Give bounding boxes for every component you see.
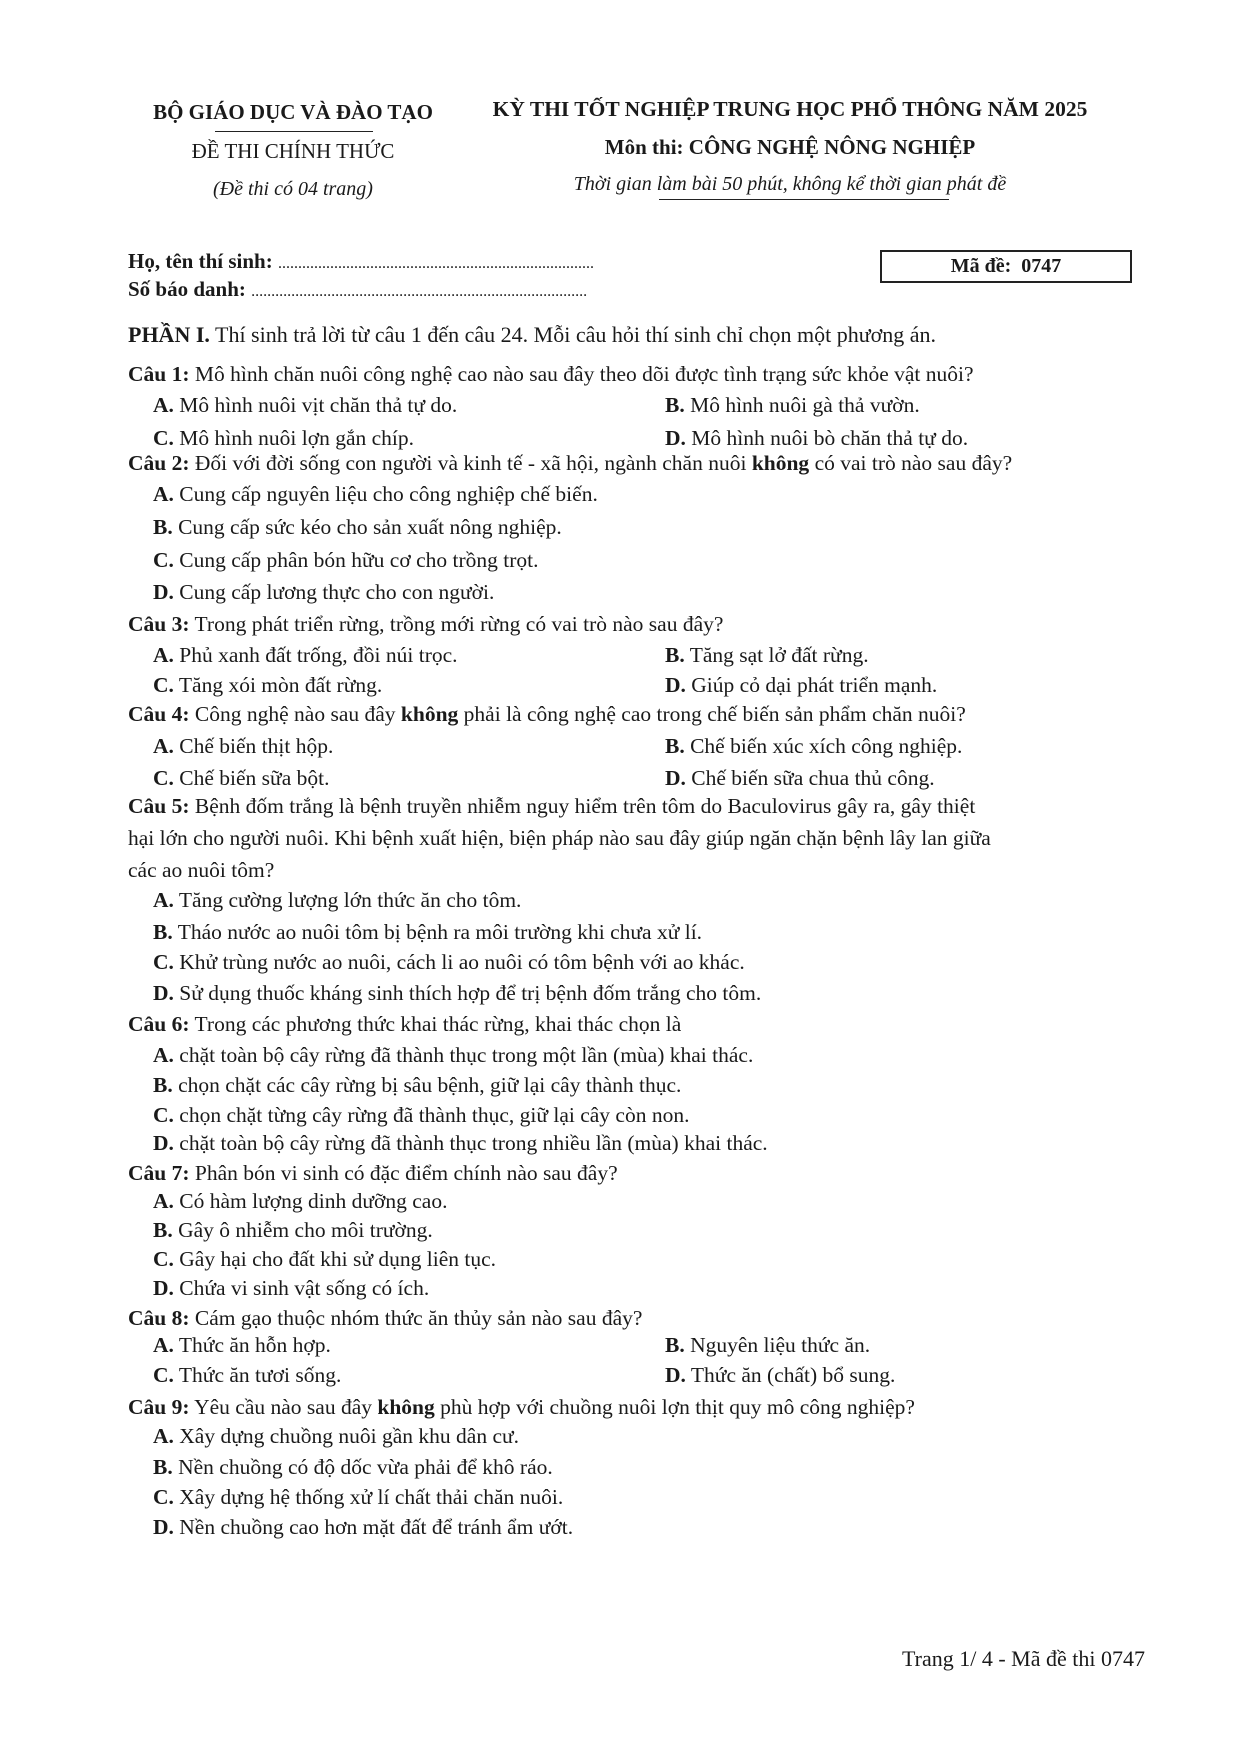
option-letter: C.	[153, 426, 174, 450]
option-letter: C.	[153, 673, 174, 697]
option-letter: D.	[665, 426, 686, 450]
page-footer: Trang 1/ 4 - Mã đề thi 0747	[901, 1646, 1145, 1671]
option-text: Khử trùng nước ao nuôi, cách li ao nuôi có tôm bệnh với ao khác.	[179, 950, 745, 974]
subject-label: Môn thi:	[604, 135, 684, 159]
option-letter: B.	[665, 643, 685, 667]
option-letter: C.	[153, 950, 174, 974]
option-text: Gây ô nhiễm cho môi trường.	[178, 1218, 433, 1242]
part-title: PHẦN I.	[128, 322, 210, 347]
answer-option	[153, 1333, 331, 1358]
option-text: Nguyên liệu thức ăn.	[690, 1333, 871, 1357]
answer-option	[153, 1247, 496, 1272]
subject-name: CÔNG NGHỆ NÔNG NGHIỆP	[688, 135, 976, 159]
candidate-name-dots: ...............................................................................	[277, 255, 594, 272]
option-text: Mô hình nuôi gà thả vườn.	[690, 393, 920, 417]
question-number: Câu 8:	[128, 1306, 190, 1330]
answer-option	[153, 1043, 753, 1068]
option-letter: D.	[665, 673, 686, 697]
option-text: Chế biến xúc xích công nghiệp.	[690, 734, 963, 758]
answer-option	[665, 673, 937, 698]
option-text: Gây hại cho đất khi sử dụng liên tục.	[179, 1247, 497, 1271]
answer-option	[153, 1363, 341, 1388]
answer-option	[665, 643, 869, 668]
answer-option	[153, 888, 521, 913]
question-number: Câu 9:	[128, 1395, 190, 1419]
question-text: Cám gạo thuộc nhóm thức ăn thủy sản nào sau đây?	[194, 1306, 643, 1330]
option-letter: D.	[153, 1276, 174, 1300]
answer-option	[153, 1485, 563, 1510]
option-letter: B.	[153, 920, 173, 944]
answer-option	[153, 673, 382, 698]
option-letter: C.	[153, 766, 174, 790]
option-text: Thức ăn hỗn hợp.	[178, 1333, 331, 1357]
answer-option	[153, 482, 598, 507]
question-stem	[128, 700, 966, 729]
answer-option	[153, 1276, 429, 1301]
option-letter: A.	[153, 1424, 174, 1448]
exam-code-label: Mã đề:	[950, 255, 1012, 277]
option-text: chọn chặt các cây rừng bị sâu bệnh, giữ lại cây thành thục.	[178, 1073, 682, 1097]
answer-option	[153, 1515, 573, 1540]
option-letter: B.	[153, 1455, 173, 1479]
question-text: Trong các phương thức khai thác rừng, khai thác chọn là	[194, 1012, 682, 1036]
option-letter: A.	[153, 1333, 174, 1357]
option-text: Nền chuồng có độ dốc vừa phải để khô ráo.	[178, 1455, 553, 1479]
option-text: Cung cấp nguyên liệu cho công nghiệp chế biến.	[179, 482, 598, 506]
question-text: Công nghệ nào sau đây	[194, 702, 396, 726]
question-text-continued: các ao nuôi tôm?	[128, 858, 275, 882]
question-text-tail: phù hợp với chuồng nuôi lợn thịt quy mô công nghiệp?	[440, 1395, 915, 1419]
option-letter: A.	[153, 643, 174, 667]
answer-option	[153, 981, 761, 1006]
option-text: Mô hình nuôi bò chăn thả tự do.	[691, 426, 969, 450]
option-text: chặt toàn bộ cây rừng đã thành thục trong nhiều lần (mùa) khai thác.	[179, 1131, 768, 1155]
question-emphasis: không	[400, 702, 459, 726]
answer-option	[153, 920, 702, 945]
option-letter: C.	[153, 1363, 174, 1387]
question-text: Yêu cầu nào sau đây	[194, 1395, 373, 1419]
option-text: Tăng xói mòn đất rừng.	[178, 673, 383, 697]
exam-code-box	[880, 250, 1132, 283]
option-text: Thức ăn (chất) bổ sung.	[690, 1363, 896, 1387]
option-letter: D.	[153, 1515, 174, 1539]
question-text: Đối với đời sống con người và kinh tế - xã hội, ngành chăn nuôi	[194, 451, 747, 475]
answer-option	[153, 1189, 447, 1214]
answer-option	[665, 1363, 895, 1388]
option-letter: D.	[153, 1131, 174, 1155]
option-text: Chế biến sữa bột.	[179, 766, 330, 790]
answer-option	[153, 1218, 433, 1243]
option-text: Giúp cỏ dại phát triển mạnh.	[691, 673, 938, 697]
answer-option	[153, 1424, 519, 1449]
answer-option	[153, 580, 494, 605]
question-number: Câu 5:	[128, 794, 190, 818]
option-text: Nền chuồng cao hơn mặt đất để tránh ẩm ướt.	[179, 1515, 574, 1539]
question-number: Câu 6:	[128, 1012, 190, 1036]
option-letter: D.	[153, 580, 174, 604]
option-letter: A.	[153, 734, 174, 758]
question-text: Phân bón vi sinh có đặc điểm chính nào sau đây?	[194, 1161, 618, 1185]
option-letter: A.	[153, 393, 174, 417]
option-letter: B.	[153, 1218, 173, 1242]
exam-title: KỲ THI TỐT NGHIỆP TRUNG HỌC PHỔ THÔNG NĂM 2025	[492, 97, 1088, 121]
option-letter: A.	[153, 482, 174, 506]
exam-code-value: 0747	[1021, 255, 1062, 277]
question-stem	[128, 1393, 915, 1422]
answer-option	[153, 1455, 553, 1480]
option-letter: B.	[665, 1333, 685, 1357]
option-letter: B.	[665, 393, 685, 417]
answer-option	[665, 1333, 870, 1358]
option-text: Cung cấp sức kéo cho sản xuất nông nghiệp.	[178, 515, 562, 539]
answer-option	[665, 766, 935, 791]
option-letter: C.	[153, 1103, 174, 1127]
option-text: chọn chặt từng cây rừng đã thành thục, giữ lại cây còn non.	[179, 1103, 690, 1127]
option-text: chặt toàn bộ cây rừng đã thành thục trong một lần (mùa) khai thác.	[179, 1043, 754, 1067]
ministry-name: BỘ GIÁO DỤC VÀ ĐÀO TẠO	[153, 100, 433, 124]
answer-option	[153, 643, 458, 668]
answer-option	[665, 393, 920, 418]
option-letter: C.	[153, 1247, 174, 1271]
option-letter: D.	[665, 1363, 686, 1387]
candidate-id-label: Số báo danh:	[128, 277, 246, 301]
question-stem	[128, 1010, 681, 1039]
pages-note: (Đề thi có 04 trang)	[213, 178, 373, 200]
answer-option	[153, 950, 745, 975]
option-letter: C.	[153, 1485, 174, 1509]
answer-option	[153, 1073, 681, 1098]
time-underline	[659, 199, 949, 200]
subject-line	[460, 135, 1120, 160]
option-text: Tăng sạt lở đất rừng.	[689, 643, 869, 667]
option-letter: D.	[153, 981, 174, 1005]
question-number: Câu 7:	[128, 1161, 190, 1185]
option-text: Mô hình nuôi lợn gắn chíp.	[179, 426, 414, 450]
option-text: Chế biến thịt hộp.	[179, 734, 334, 758]
option-text: Mô hình nuôi vịt chăn thả tự do.	[179, 393, 458, 417]
answer-option	[153, 766, 329, 791]
question-stem	[128, 1159, 618, 1188]
option-text: Thức ăn tươi sống.	[178, 1363, 342, 1387]
option-text: Sử dụng thuốc kháng sinh thích hợp để trị bệnh đốm trắng cho tôm.	[179, 981, 762, 1005]
option-letter: B.	[665, 734, 685, 758]
option-text: Cung cấp lương thực cho con người.	[179, 580, 495, 604]
option-letter: A.	[153, 1043, 174, 1067]
option-letter: B.	[153, 515, 173, 539]
question-text-tail: phải là công nghệ cao trong chế biến sản phẩm chăn nuôi?	[463, 702, 966, 726]
time-note: Thời gian làm bài 50 phút, không kể thời gian phát đề	[573, 173, 1007, 195]
question-text: Trong phát triển rừng, trồng mới rừng có vai trò nào sau đây?	[194, 612, 724, 636]
question-emphasis: không	[751, 451, 810, 475]
option-text: Tăng cường lượng lớn thức ăn cho tôm.	[178, 888, 522, 912]
question-stem	[128, 792, 975, 821]
answer-option	[665, 734, 962, 759]
answer-option	[665, 426, 968, 451]
part-instructions: Thí sinh trả lời từ câu 1 đến câu 24. Mỗi câu hỏi thí sinh chỉ chọn một phương án.	[215, 322, 937, 347]
answer-option	[153, 515, 562, 540]
candidate-name-row	[128, 249, 594, 274]
part-heading	[128, 322, 936, 348]
option-letter: D.	[665, 766, 686, 790]
question-number: Câu 4:	[128, 702, 190, 726]
option-letter: B.	[153, 1073, 173, 1097]
candidate-id-row	[128, 277, 587, 302]
option-text: Xây dựng chuồng nuôi gần khu dân cư.	[179, 1424, 520, 1448]
answer-option	[153, 734, 333, 759]
option-letter: A.	[153, 1189, 174, 1213]
option-text: Xây dựng hệ thống xử lí chất thải chăn nuôi.	[179, 1485, 564, 1509]
answer-option	[153, 548, 538, 573]
question-emphasis: không	[377, 1395, 435, 1419]
answer-option	[153, 393, 457, 418]
candidate-id-dots: ....................................................................................	[251, 283, 588, 300]
option-text: Tháo nước ao nuôi tôm bị bệnh ra môi trường khi chưa xử lí.	[177, 920, 703, 944]
option-text: Chứa vi sinh vật sống có ích.	[179, 1276, 430, 1300]
question-stem	[128, 449, 1012, 478]
option-text: Phủ xanh đất trống, đồi núi trọc.	[179, 643, 458, 667]
option-text: Chế biến sữa chua thủ công.	[691, 766, 935, 790]
candidate-name-label: Họ, tên thí sinh:	[128, 249, 273, 273]
question-text-continued: hại lớn cho người nuôi. Khi bệnh xuất hiện, biện pháp nào sau đây giúp ngăn chặn bệnh lây lan giữa	[128, 826, 991, 850]
option-letter: C.	[153, 548, 174, 572]
question-stem	[128, 1304, 642, 1333]
question-number: Câu 2:	[128, 451, 190, 475]
answer-option	[153, 426, 414, 451]
question-text-tail: có vai trò nào sau đây?	[814, 451, 1013, 475]
option-text: Có hàm lượng dinh dưỡng cao.	[179, 1189, 448, 1213]
option-text: Cung cấp phân bón hữu cơ cho trồng trọt.	[179, 548, 539, 572]
official-label: ĐỀ THI CHÍNH THỨC	[191, 139, 395, 163]
question-stem	[128, 360, 974, 389]
ministry-underline	[215, 131, 373, 132]
answer-option	[153, 1131, 768, 1156]
question-text: Mô hình chăn nuôi công nghệ cao nào sau đây theo dõi được tình trạng sức khỏe vật nuôi?	[194, 362, 974, 386]
question-number: Câu 3:	[128, 612, 190, 636]
question-text: Bệnh đốm trắng là bệnh truyền nhiễm nguy hiểm trên tôm do Baculovirus gây ra, gây thiệt	[194, 794, 976, 818]
question-stem	[128, 610, 723, 639]
option-letter: A.	[153, 888, 174, 912]
question-number: Câu 1:	[128, 362, 190, 386]
answer-option	[153, 1103, 689, 1128]
